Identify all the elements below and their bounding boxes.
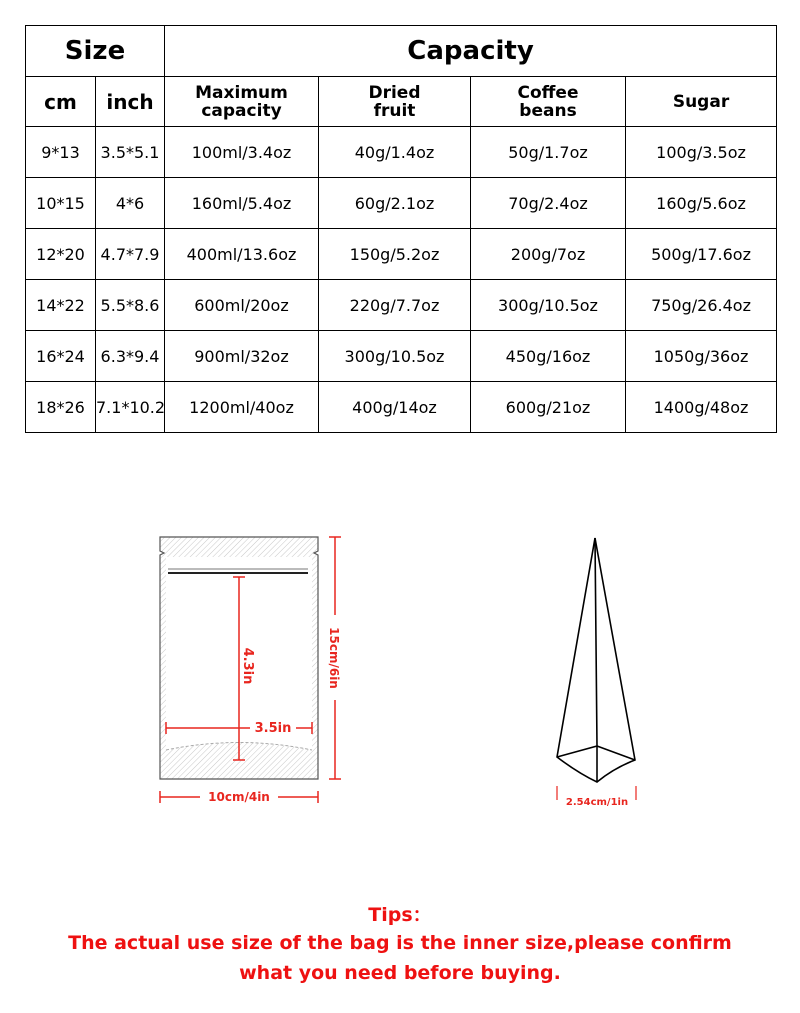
cell-sugar: 1050g/36oz (626, 331, 777, 382)
cell-fruit: 40g/1.4oz (319, 127, 471, 178)
cell-cm: 16*24 (26, 331, 96, 382)
cell-fruit: 220g/7.7oz (319, 280, 471, 331)
cell-cm: 9*13 (26, 127, 96, 178)
cell-coffee: 600g/21oz (471, 382, 626, 433)
outer-width-label: 10cm/4in (208, 790, 270, 804)
cell-fruit: 60g/2.1oz (319, 178, 471, 229)
tips-line-2: what you need before buying. (239, 962, 561, 984)
cell-fruit: 150g/5.2oz (319, 229, 471, 280)
cell-inch: 4.7*7.9 (96, 229, 165, 280)
gusset-label: 2.54cm/1in (565, 797, 629, 808)
coffee-beans-header-line1: Coffee (517, 82, 579, 103)
inner-height-label: 4.3in (240, 647, 255, 685)
cell-fruit: 300g/10.5oz (319, 331, 471, 382)
cell-coffee: 200g/7oz (471, 229, 626, 280)
cell-sugar: 500g/17.6oz (626, 229, 777, 280)
cell-max: 100ml/3.4oz (165, 127, 319, 178)
inner-width-label: 3.5in (254, 721, 292, 736)
capacity-header: Capacity (165, 26, 777, 77)
cell-inch: 5.5*8.6 (96, 280, 165, 331)
cm-header: cm (26, 77, 96, 127)
cell-sugar: 100g/3.5oz (626, 127, 777, 178)
cell-coffee: 300g/10.5oz (471, 280, 626, 331)
cell-sugar: 1400g/48oz (626, 382, 777, 433)
tips-title: Tips： (368, 904, 432, 926)
max-capacity-header-line1: Maximum (195, 82, 288, 103)
size-header: Size (26, 26, 165, 77)
dried-fruit-header-line1: Dried (368, 82, 421, 103)
dried-fruit-header-line2: fruit (373, 100, 416, 121)
cell-inch: 7.1*10.2 (96, 382, 165, 433)
tips-line-1: The actual use size of the bag is the inner size,please confirm (68, 932, 732, 954)
cell-cm: 10*15 (26, 178, 96, 229)
sugar-header: Sugar (626, 77, 777, 127)
max-capacity-header-line2: capacity (201, 100, 282, 121)
cell-coffee: 450g/16oz (471, 331, 626, 382)
cell-inch: 4*6 (96, 178, 165, 229)
cell-fruit: 400g/14oz (319, 382, 471, 433)
cell-cm: 14*22 (26, 280, 96, 331)
cell-sugar: 160g/5.6oz (626, 178, 777, 229)
cell-max: 400ml/13.6oz (165, 229, 319, 280)
cell-coffee: 70g/2.4oz (471, 178, 626, 229)
cell-max: 900ml/32oz (165, 331, 319, 382)
gusset-side-view (557, 538, 635, 782)
cell-max: 160ml/5.4oz (165, 178, 319, 229)
coffee-beans-header-line2: beans (519, 100, 577, 121)
cell-max: 1200ml/40oz (165, 382, 319, 433)
cell-coffee: 50g/1.7oz (471, 127, 626, 178)
outer-height-label: 15cm/6in (327, 627, 341, 689)
cell-cm: 18*26 (26, 382, 96, 433)
cell-sugar: 750g/26.4oz (626, 280, 777, 331)
cell-inch: 3.5*5.1 (96, 127, 165, 178)
cell-max: 600ml/20oz (165, 280, 319, 331)
cell-cm: 12*20 (26, 229, 96, 280)
inch-header: inch (96, 77, 165, 127)
cell-inch: 6.3*9.4 (96, 331, 165, 382)
